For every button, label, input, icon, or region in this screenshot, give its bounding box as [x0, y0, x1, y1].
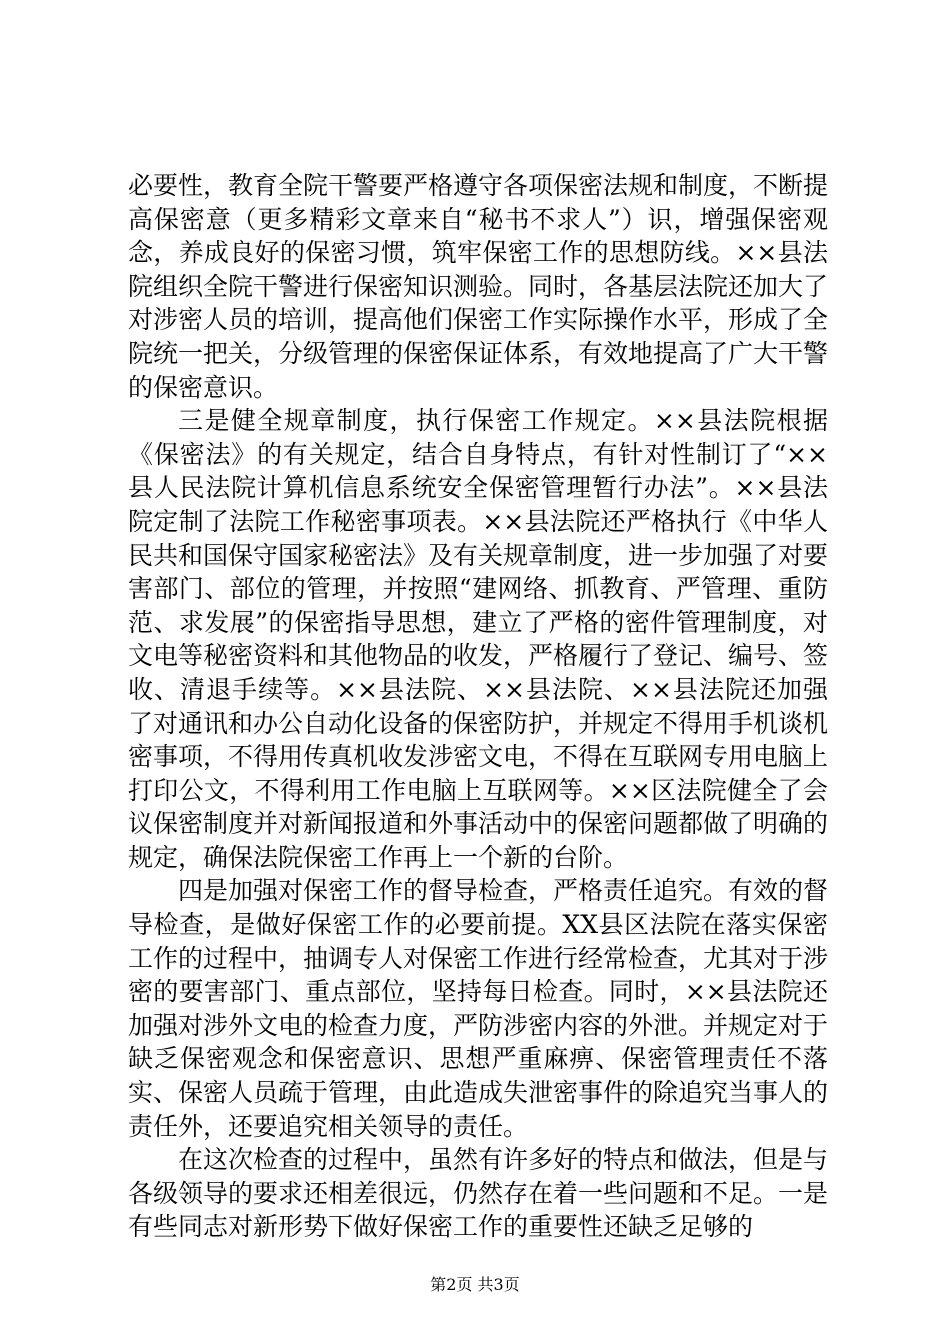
paragraph-4: 在这次检查的过程中，虽然有许多好的特点和做法，但是与各级领导的要求还相差很远，仍然存在着一些问题和不足。一是有些同志对新形势下做好保密工作的重要性还缺乏足够的 — [128, 1145, 829, 1242]
document-body — [128, 169, 828, 1244]
paragraph-3: 四是加强对保密工作的督导检查，严格责任追究。有效的督导检查，是做好保密工作的必要前提。XX县区法院在落实保密工作的过程中，抽调专人对保密工作进行经常检查，尤其对于涉密的要害部门、重点部位，坚持每日检查。同时，××县法院还加强对涉外文电的检查力度，严防涉密内容的外泄。并规定对于缺乏保密观念和保密意识、思想严重麻痹、保密管理责任不落实、保密人员疏于管理，由此造成失泄密事件的除追究当事人的责任外，还要追究相关领导的责任。 — [128, 876, 829, 1141]
paragraph-1: 必要性，教育全院干警要严格遵守各项保密法规和制度，不断提高保密意（更多精彩文章来自“秘书不求人”）识，增强保密观念，养成良好的保密习惯，筑牢保密工作的思想防线。××县法院组织全院干警进行保密知识测验。同时，各基层法院还加大了对涉密人员的培训，提高他们保密工作实际操作水平，形成了全院统一把关，分级管理的保密保证体系，有效地提高了广大干警的保密意识。 — [128, 171, 829, 402]
page-number-footer: 第2页 共3页 — [430, 1275, 520, 1294]
paragraph-2: 三是健全规章制度，执行保密工作规定。××县法院根据《保密法》的有关规定，结合自身特点，有针对性制订了“××县人民法院计算机信息系统安全保密管理暂行办法”。××县法院定制了法院工作秘密事项表。××县法院还严格执行《中华人民共和国保守国家秘密法》及有关规章制度，进一步加强了对要害部门、部位的管理，并按照“建网络、抓教育、严管理、重防范、求发展”的保密指导思想，建立了严格的密件管理制度，对文电等秘密资料和其他物品的收发，严格履行了登记、编号、签收、清退手续等。××县法院、××县法院、××县法院还加强了对通讯和办公自动化设备的保密防护，并规定不得用手机谈机密事项，不得用传真机收发涉密文电，不得在互联网专用电脑上打印公文，不得利用工作电脑上互联网等。××区法院健全了会议保密制度并对新闻报道和外事活动中的保密问题都做了明确的规定，确保法院保密工作再上一个新的台阶。 — [128, 406, 829, 872]
